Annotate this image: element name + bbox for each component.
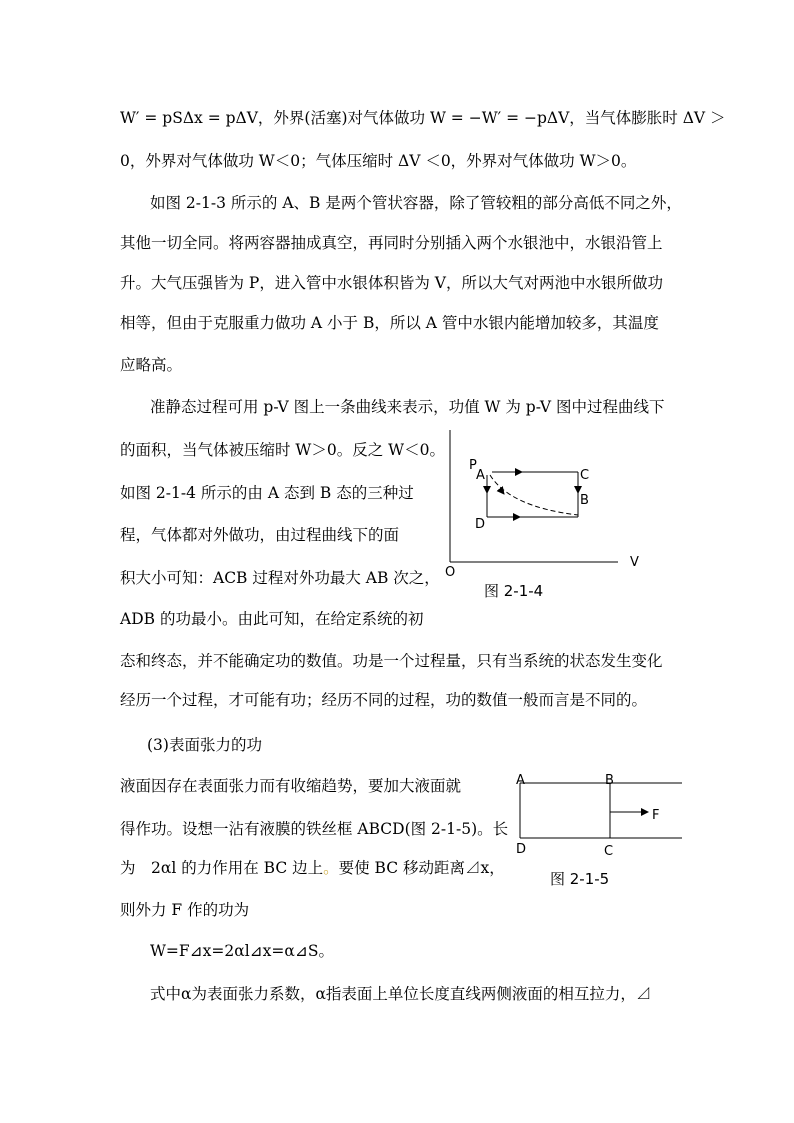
label-c: C: [604, 844, 614, 859]
text-line-19: [120, 858, 505, 878]
label-f: F: [652, 808, 660, 823]
text-line-19a: 为 2αl 的力作用在 BC 边上: [120, 859, 324, 877]
figure-2-1-5: [510, 770, 690, 860]
text-line-19b: 要使 BC 移动距离⊿x，: [338, 859, 505, 877]
label-a: A: [516, 773, 525, 788]
formula-line: W=F⊿x=2αl⊿x=α⊿S。: [150, 942, 334, 960]
label-c: C: [580, 468, 590, 483]
text-line-9: 的面积，当气体被压缩时 W＞0。反之 W＜0。: [120, 441, 445, 459]
label-d: D: [475, 517, 486, 532]
text-line-1: W′ = pSΔx = pΔV，外界(活塞)对气体做功 W = −W′ = −pΔV，当气体膨胀时 ΔV ＞: [120, 109, 726, 127]
text-line-17: 液面因存在表面张力而有收缩趋势，要加大液面就: [120, 777, 462, 795]
label-b: B: [605, 773, 614, 788]
label-b: B: [580, 493, 589, 508]
text-line-8: 准静态过程可用 p-V 图上一条曲线来表示，功值 W 为 p-V 图中过程曲线下: [150, 398, 665, 416]
text-line-22: 式中α为表面张力系数，α指表面上单位长度直线两侧液面的相互拉力，⊿: [150, 985, 652, 1003]
text-line-20: 则外力 F 作的功为: [120, 901, 250, 919]
section-heading: (3)表面张力的功: [147, 736, 262, 754]
figure-2-1-4-caption: 图 2-1-4: [484, 582, 544, 600]
pv-diagram: [440, 425, 650, 580]
path-a-b-curve: [490, 475, 578, 515]
text-line-3: 如图 2-1-3 所示的 A、B 是两个管状容器，除了管较粗的部分高低不同之外，: [150, 194, 682, 212]
label-v: V: [630, 555, 639, 570]
text-line-10: 如图 2-1-4 所示的由 A 态到 B 态的三种过: [120, 484, 414, 502]
text-line-15: 经历一个过程，才可能有功；经历不同的过程，功的数值一般而言是不同的。: [120, 691, 648, 709]
text-line-11: 程，气体都对外做功，由过程曲线下的面: [120, 526, 400, 544]
wire-frame-diagram: [510, 770, 690, 860]
text-line-6: 相等，但由于克服重力做功 A 小于 B，所以 A 管中水银内能增加较多，其温度: [120, 314, 659, 332]
figure-2-1-5-caption: 图 2-1-5: [550, 870, 610, 888]
label-d: D: [516, 842, 527, 857]
text-line-13: ADB 的功最小。由此可知，在给定系统的初: [120, 610, 424, 628]
text-line-2: 0，外界对气体做功 W＜0；气体压缩时 ΔV ＜0，外界对气体做功 W＞0。: [120, 152, 637, 170]
text-line-18: 得作功。设想一沾有液膜的铁丝框 ABCD(图 2-1-5)。长: [120, 820, 509, 838]
label-p: P: [469, 458, 477, 473]
figure-2-1-4: [440, 425, 650, 580]
label-o: O: [445, 565, 456, 580]
text-line-4: 其他一切全同。将两容器抽成真空，再同时分别插入两个水银池中，水银沿管上: [120, 234, 663, 252]
text-line-5: 升。大气压强皆为 P，进入管中水银体积皆为 V，所以大气对两池中水银所做功: [120, 274, 663, 292]
text-line-14: 态和终态，并不能确定功的数值。功是一个过程量，只有当系统的状态发生变化: [120, 652, 663, 670]
punct-mark: 。: [323, 859, 339, 877]
text-line-7: 应略高。: [120, 356, 183, 374]
label-a: A: [476, 468, 485, 483]
text-line-12: 积大小可知：ACB 过程对外功最大 AB 次之，: [120, 569, 440, 587]
